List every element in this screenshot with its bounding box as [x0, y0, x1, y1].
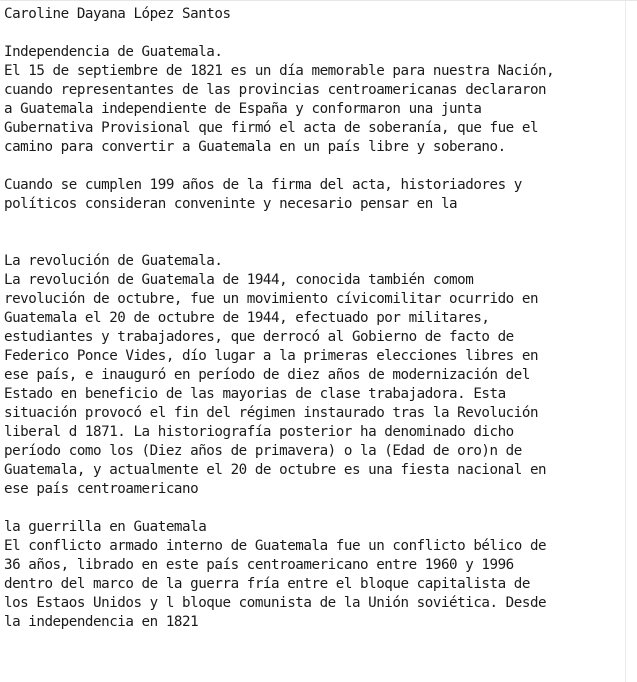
text-line: Guatemala el 20 de octubre de 1944, efectuado por militares, — [4, 310, 490, 326]
heading-revolucion: La revolución de Guatemala. — [4, 253, 223, 269]
author-name-line: Caroline Dayana López Santos — [4, 6, 231, 22]
vertical-scrollbar[interactable] — [625, 1, 637, 682]
blank-line — [4, 499, 622, 518]
text-line: ese país, e inauguró en período de diez años de modernización del — [4, 367, 530, 383]
text-line: revolución de octubre, fue un movimiento cívicomilitar ocurrido en — [4, 291, 539, 307]
text-line: 36 años, librado en este país centroamericano entre 1960 y 1996 — [4, 557, 514, 573]
text-line: Estado en beneficio de las mayorias de clase trabajadora. Esta — [4, 386, 506, 402]
text-line: Cuando se cumplen 199 años de la firma del acta, historiadores y — [4, 177, 522, 193]
text-line: liberal d 1871. La historiografía posterior ha denominado dicho — [4, 424, 514, 440]
text-line: Federico Ponce Vides, dío lugar a la primeras elecciones libres en — [4, 348, 539, 364]
text-line: estudiantes y trabajadores, que derrocó al Gobierno de facto de — [4, 329, 514, 345]
text-line: los Estaos Unidos y l bloque comunista de la Unión soviética. Desde — [4, 595, 547, 611]
heading-guerrilla: la guerrilla en Guatemala — [4, 519, 207, 535]
text-line: Gubernativa Provisional que firmó el acta de soberanía, que fue el — [4, 120, 539, 136]
text-line: cuando representantes de las provincias centroamericanas declararon — [4, 82, 547, 98]
blank-line — [4, 214, 622, 233]
text-line: ese país centroamericano — [4, 481, 199, 497]
text-line: camino para convertir a Guatemala en un país libre y soberano. — [4, 139, 506, 155]
text-line: a Guatemala independiente de España y conformaron una junta — [4, 101, 482, 117]
text-line: período como los (Diez años de primavera) o la (Edad de oro)n de — [4, 443, 522, 459]
text-line: dentro del marco de la guerra fría entre el bloque capitalista de — [4, 576, 530, 592]
text-line: la independencia en 1821 — [4, 614, 199, 630]
text-line: Guatemala, y actualmente el 20 de octubre es una fiesta nacional en — [4, 462, 547, 478]
blank-line — [4, 233, 622, 252]
document-text-area[interactable] — [4, 5, 622, 675]
text-line: La revolución de Guatemala de 1944, conocida también comom — [4, 272, 474, 288]
text-line: situación provocó el fin del régimen instaurado tras la Revolución — [4, 405, 539, 421]
blank-line — [4, 24, 622, 43]
text-line: políticos consideran conveninte y necesario pensar en la — [4, 196, 458, 212]
blank-line — [4, 157, 622, 176]
text-line: El 15 de septiembre de 1821 es un día memorable para nuestra Nación, — [4, 63, 555, 79]
heading-independencia: Independencia de Guatemala. — [4, 44, 223, 60]
text-line: El conflicto armado interno de Guatemala fue un conflicto bélico de — [4, 538, 547, 554]
